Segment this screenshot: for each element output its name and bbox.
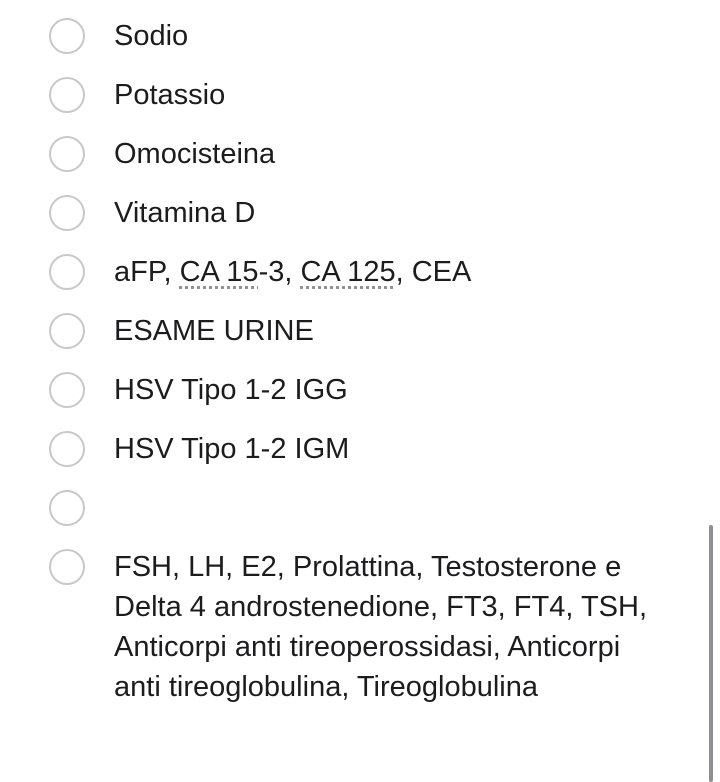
option-label-part: -3, [258, 256, 301, 288]
radio-button[interactable] [49, 313, 85, 349]
radio-button[interactable] [49, 77, 85, 113]
radio-button[interactable] [49, 431, 85, 467]
option-label: FSH, LH, E2, Prolattina, Testosterone e Delta 4 androstenedione, FT3, FT4, TSH, Anticorpi anti tireoperossidasi, Anticorpi anti tireoglobulina, Tireoglobulina [114, 551, 654, 703]
option-label [114, 252, 674, 292]
option-label: Vitamina D [114, 197, 256, 229]
option-label-link[interactable]: CA 15 [179, 256, 259, 288]
option-label-part: , CEA [395, 256, 472, 288]
radio-button[interactable] [49, 549, 85, 585]
radio-button[interactable] [49, 254, 85, 290]
radio-button[interactable] [49, 490, 85, 526]
option-label: Omocisteina [114, 138, 276, 170]
option-label: HSV Tipo 1-2 IGM [114, 433, 350, 465]
radio-button[interactable] [49, 136, 85, 172]
radio-button[interactable] [49, 372, 85, 408]
radio-button[interactable] [49, 18, 85, 54]
option-label-link[interactable]: CA 125 [300, 256, 396, 288]
option-label-part: aFP, [114, 256, 180, 288]
option-label: Sodio [114, 20, 189, 52]
option-label: ESAME URINE [114, 315, 314, 347]
option-label: Potassio [114, 79, 226, 111]
option-label: HSV Tipo 1-2 IGG [114, 374, 348, 406]
radio-button[interactable] [49, 195, 85, 231]
scrollbar[interactable] [709, 525, 713, 782]
